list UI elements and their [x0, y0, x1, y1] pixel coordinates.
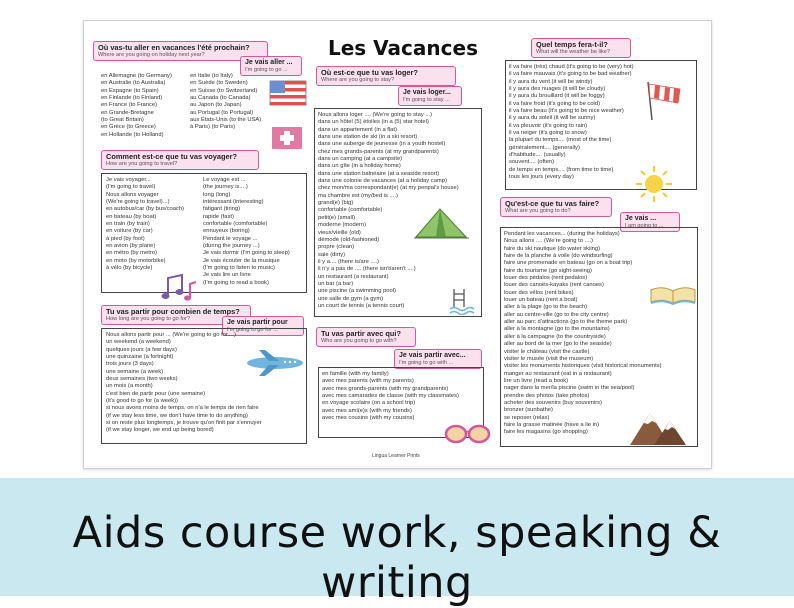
list-item: dans une station balnéaire (at a seaside resort) — [318, 170, 440, 177]
list-item: à pied (by foot) — [106, 235, 145, 242]
list-item: en bateau (by boat) — [106, 213, 157, 220]
list-item: lire un livre (read a book) — [504, 377, 569, 384]
list-item: Je vais lire un livre — [203, 272, 251, 279]
usa-flag-icon — [268, 79, 310, 109]
list-item: si nous avons moins de temps, on n'a le temps de rien faire — [106, 405, 259, 412]
travel-list-left — [106, 177, 184, 272]
list-item: en Allemagne (to Germany) — [101, 73, 172, 79]
list-item: en Suisse (to Switzerland) — [190, 87, 258, 94]
list-item: une piscine (a swimming pool) — [318, 288, 396, 295]
list-item: aller au parc d'attractions (go to the theme park) — [504, 319, 628, 326]
book-icon — [648, 282, 698, 308]
list-item: Nous allons partir pour ... (We're going to go for....) — [106, 332, 236, 338]
list-item: avec mes cousins (with my cousins) — [322, 415, 415, 422]
list-item: démodé (old-fashioned) — [318, 236, 380, 243]
weather-list — [509, 64, 634, 182]
list-item: il va faire mauvais (it's going to be bad weather) — [509, 71, 632, 78]
travel-box — [101, 173, 307, 293]
swimming-pool-icon — [448, 285, 480, 315]
answer-activities: Je vais ... I am going to ... — [620, 212, 680, 232]
list-item: il va faire froid (it's going to be cold) — [509, 100, 601, 107]
list-item: propre (clean) — [318, 244, 355, 251]
list-item: souvent.... (often) — [509, 159, 555, 166]
list-item: en Suède (to Sweden) — [190, 80, 248, 87]
list-item: deux semaines (two weeks) — [106, 376, 178, 383]
list-item: visiter le château (visit the castle) — [504, 348, 590, 355]
list-item: dans un gîte (in a holiday home) — [318, 163, 401, 170]
list-item: il y aura du vent (it will be windy) — [509, 78, 593, 85]
list-item: Je vais dormir (I'm going to sleep) — [203, 250, 290, 257]
question-destination: Où vas-tu aller en vacances l'été prochain? Where are you going on holiday next year? — [93, 41, 268, 61]
question-duration: Tu vas partir pour combien de temps? How long are you going to go for? — [101, 305, 251, 325]
list-item: la plupart du temps.... (most of the time) — [509, 137, 612, 144]
list-item: prendre des photos (take photos) — [504, 392, 590, 399]
list-item: ma chambre est (my/bed is ....) — [318, 192, 398, 199]
list-item: en France (to France) — [101, 102, 158, 109]
list-item: intéressant (interesting) — [203, 199, 264, 206]
list-item: en avion (by plane) — [106, 243, 156, 250]
duration-list — [106, 332, 262, 435]
list-item: une semaine (a week) — [106, 368, 164, 375]
list-item: en Grèce (to Greece) — [101, 124, 156, 131]
list-item: fatigant (tiring) — [203, 206, 241, 213]
list-item: il y aura des nuages (it will be cloudy) — [509, 86, 606, 93]
list-item: aller à la plage (go to the beach) — [504, 304, 588, 311]
list-item: faire du ski nautique (do water skiing) — [504, 245, 601, 252]
list-item: ennuyeux (boring) — [203, 228, 250, 235]
list-item: en voyage scolaire (on a school trip) — [322, 400, 416, 407]
list-item: en métro (by metro) — [106, 250, 157, 257]
list-item: de temps en temps.... (from time to time) — [509, 166, 614, 173]
list-item: Pendant le voyage ... — [203, 235, 258, 242]
list-item: Je vais écouter de la musique — [203, 257, 280, 264]
list-item: faire les magasins (go shopping) — [504, 429, 588, 436]
list-item: aller à la montagne (go to the mountains) — [504, 326, 610, 333]
music-notes-icon — [160, 272, 200, 302]
list-item: acheter des souvenirs (buy souvenirs) — [504, 399, 602, 406]
windsock-icon — [640, 76, 688, 122]
list-item: tous les jours (every day) — [509, 174, 574, 181]
list-item: visiter le musée (visit the museum) — [504, 355, 594, 362]
question-weather: Quel temps fera-t-il? What will the weather be like? — [531, 38, 631, 58]
question-companions: Tu vas partir avec qui? Who are you going to go with? — [316, 327, 416, 347]
list-item: vieux/vieille (old) — [318, 229, 361, 236]
list-item: d'habitude.... (usually) — [509, 152, 566, 159]
list-item: il va faire (très) chaud (it's going to be (very) hot) — [509, 64, 634, 70]
list-item: (to Great Britain) — [101, 117, 144, 124]
list-item: chez mon/ma correspondant(e) (at my penpal's house) — [318, 185, 459, 192]
list-item: (I'm going to listen to music) — [203, 265, 275, 272]
list-item: petit(e) (small) — [318, 214, 356, 221]
list-item: faire du tourisme (go sight-seeing) — [504, 267, 592, 274]
question-activities: Qu'est-ce que tu vas faire? What are you going to do? — [500, 197, 612, 217]
list-item: dans une auberge de jeunesse (in a youth hostel) — [318, 141, 446, 148]
list-item: Nous allons .... (We're going to ....) — [504, 238, 593, 245]
list-item: si on reste plus longtemps, je trouve qu'on finit par s'ennuyer — [106, 420, 262, 427]
swiss-flag-icon — [270, 124, 306, 154]
list-item: dans un appartement (in a flat) — [318, 126, 397, 133]
list-item: à Paris) (to Paris) — [190, 124, 236, 131]
list-item: dans un hôtel (5) étoiles (in a (5) star hotel) — [318, 119, 429, 126]
destination-list-left — [101, 73, 172, 139]
list-item: rapide (fast) — [203, 213, 234, 220]
answer-destination: Je vais aller ... I'm going to go ... — [240, 56, 302, 76]
travel-list-right — [203, 177, 290, 287]
list-item: louer des pédalos (rent pedalos) — [504, 275, 588, 282]
mountains-icon — [628, 405, 688, 447]
list-item: se reposer (relax) — [504, 414, 550, 421]
list-item: (We're going to travel)...) — [106, 199, 170, 206]
list-item: en Grande-Bretagne — [101, 109, 154, 116]
list-item: une salle de gym (a gym) — [318, 295, 384, 302]
list-item: il va neiger (it's going to snow) — [509, 130, 587, 137]
list-item: dans une colonie de vacances (at a holiday camp) — [318, 178, 447, 185]
answer-companions: Je vais partir avec... I'm going to go with ... — [394, 349, 482, 369]
companions-list — [322, 371, 459, 422]
list-item: louer un bateau (rent a boat) — [504, 297, 578, 304]
list-item: au Portugal (to Portugal) — [190, 109, 254, 116]
list-item: une quinzaine (a fortnight) — [106, 354, 174, 361]
publisher-credit: Lingua Learner Prints — [372, 453, 420, 459]
list-item: en train (by train) — [106, 221, 150, 228]
list-item: en Hollande (to Holland) — [101, 131, 164, 138]
list-item: dans un camping (at a campsite) — [318, 156, 403, 163]
sun-icon — [634, 164, 674, 204]
list-item: en Italie (to Italy) — [190, 73, 233, 79]
list-item: généralement.... (generally) — [509, 144, 580, 151]
duration-box — [101, 328, 307, 444]
list-item: en Espagne (to Spain) — [101, 87, 159, 94]
list-item: louer des vélos (rent bikes) — [504, 289, 574, 296]
list-item: sale (dirty) — [318, 251, 346, 258]
list-item: en famille (with my family) — [322, 371, 389, 377]
list-item: Nous allons voyager — [106, 191, 159, 198]
tent-icon — [412, 203, 472, 243]
list-item: (if we stay less time, we don't have time to do anything) — [106, 412, 248, 419]
answer-duration: Je vais partir pour I'm going to go for ... — [222, 316, 304, 336]
list-item: louer des canoës-kayaks (rent canoes) — [504, 282, 604, 289]
list-item: il y aura du brouillard (it will be foggy) — [509, 93, 605, 100]
list-item: (if we stay longer, we end up being bored) — [106, 427, 214, 434]
answer-accommodation: Je vais loger... I'm going to stay ... — [398, 86, 462, 106]
list-item: au Canada (to Canada) — [190, 95, 251, 102]
list-item: en voiture (by car) — [106, 228, 153, 235]
list-item: trois jours (3 days) — [106, 361, 154, 368]
list-item: faire de la planche à voile (do windsurfing) — [504, 253, 613, 260]
list-item: en Australie (to Australia) — [101, 80, 166, 87]
list-item: confortable (comfortable) — [318, 207, 383, 214]
list-item: un bar (a bar) — [318, 280, 354, 287]
list-item: faire la grasse matinée (have a lie in) — [504, 421, 600, 428]
list-item: confortable (comfortable) — [203, 221, 268, 228]
list-item: au Japon (to Japan) — [190, 102, 242, 109]
list-item: quelques jours (a few days) — [106, 346, 177, 353]
list-item: Pendant les vacances... (during the holidays) — [504, 231, 620, 237]
list-item: faire une promenade en bateau (go on a boat trip) — [504, 260, 633, 267]
list-item: à vélo (by bicycle) — [106, 265, 153, 272]
list-item: (during the journey ...) — [203, 243, 260, 250]
list-item: avec mes ami(e)s (with my friends) — [322, 407, 412, 414]
list-item: un mois (a month) — [106, 383, 153, 390]
list-item: aller au centre-ville (go to the city centre) — [504, 311, 609, 318]
list-item: Nous allons loger .... (We're going to stay ...) — [318, 112, 433, 118]
list-item: aller à la campagne (to the countryside) — [504, 333, 606, 340]
page-title: Les Vacances — [328, 36, 478, 60]
destination-list-right — [190, 73, 261, 132]
list-item: avec mes grands-parents (with my grandparents) — [322, 385, 449, 392]
list-item: (the journey is....) — [203, 184, 248, 191]
list-item: en moto (by motorbike) — [106, 257, 166, 264]
list-item: moderne (modern) — [318, 222, 367, 229]
list-item: c'est bien de partir pour (une semaine) — [106, 390, 206, 397]
question-accommodation: Où est-ce que tu vas loger? Where are you going to stay? — [316, 66, 456, 86]
list-item: un restaurant (a restaurant) — [318, 273, 389, 280]
caption-text: Aids course work, speaking & writing — [72, 508, 722, 608]
list-item: un court de tennis (a tennis court) — [318, 302, 405, 309]
list-item: avec mes camarades de classe (with my classmates) — [322, 393, 459, 400]
list-item: il y a.... (there is/are ....) — [318, 258, 379, 265]
list-item: long (long) — [203, 191, 231, 198]
sunglasses-icon — [442, 420, 494, 446]
list-item: en Finlande (to Finland) — [101, 95, 163, 102]
list-item: il n'y a pas de .... (there isn't/aren't ....) — [318, 266, 416, 273]
list-item: bronzer (sunbathe) — [504, 407, 553, 414]
list-item: il va pleuvoir (it's going to rain) — [509, 122, 588, 129]
list-item: avec mes parents (with my parents) — [322, 378, 414, 385]
list-item: aller au bord de la mer (go to the seaside) — [504, 341, 612, 348]
list-item: il y aura du soleil (it will be sunny) — [509, 115, 596, 122]
list-item: Le voyage est ... — [203, 177, 246, 183]
list-item: (I'm going to travel) — [106, 184, 156, 191]
list-item: Je vais voyager... — [106, 177, 151, 183]
list-item: grand(e) (big) — [318, 200, 354, 207]
list-item: visiter les monuments historiques (visit historical monuments) — [504, 363, 662, 370]
list-item: un weekend (a weekend) — [106, 339, 171, 346]
list-item: dans une station de ski (in a ski resort) — [318, 134, 418, 141]
list-item: (I'm going to read a book) — [203, 279, 269, 286]
list-item: chez mes grands-parents (at my grandparents) — [318, 148, 439, 155]
list-item: il va faire beau (it's going to be nice weather) — [509, 108, 624, 115]
list-item: nager dans la mer/la piscine (swim in the sea/pool) — [504, 385, 635, 392]
airplane-icon — [245, 348, 307, 378]
list-item: manger au restaurant (eat in a restaurant) — [504, 370, 612, 377]
list-item: (it's good to go for (a week)) — [106, 398, 178, 405]
list-item: aux États-Unis (to the USA) — [190, 117, 262, 124]
list-item: en autobus/car (by bus/coach) — [106, 206, 184, 213]
question-travel: Comment est-ce que tu vas voyager? How are you going to travel? — [101, 150, 259, 170]
